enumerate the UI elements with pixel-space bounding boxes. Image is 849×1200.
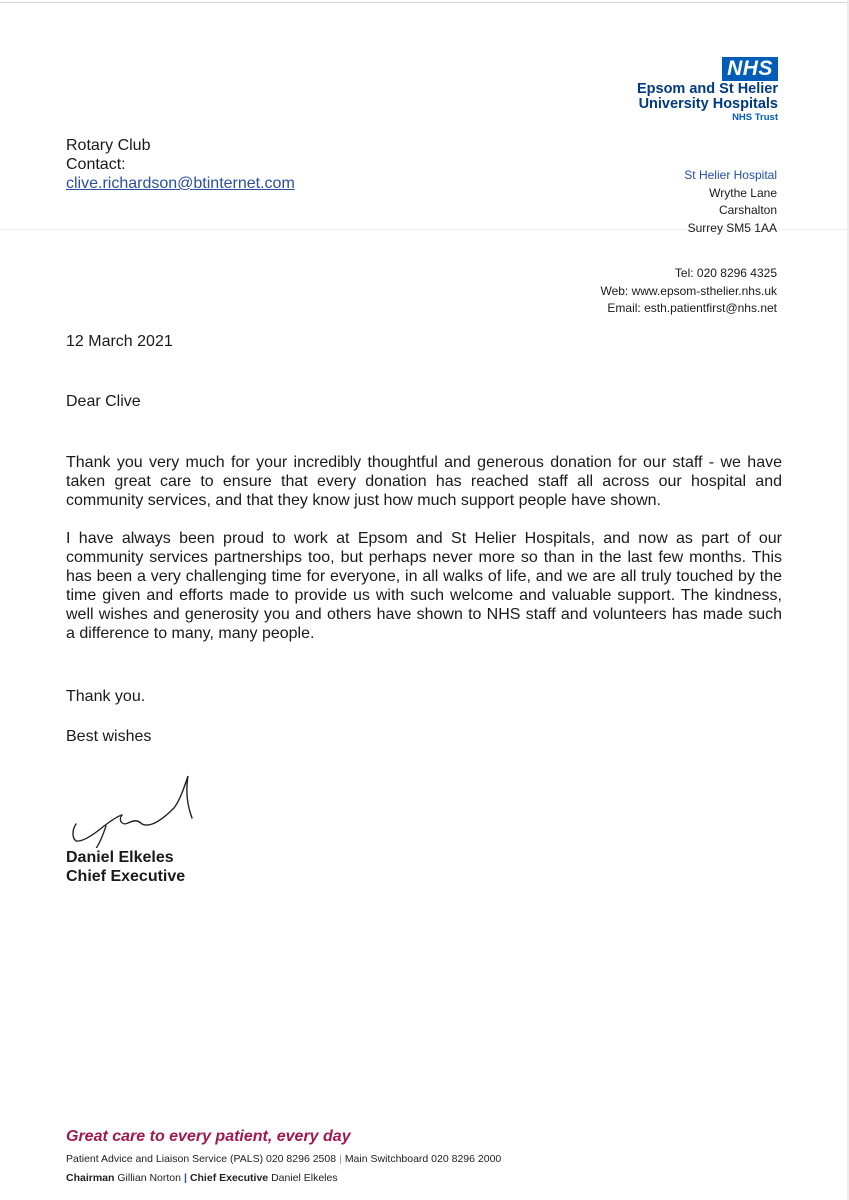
scan-edge-top — [0, 2, 849, 3]
address-street: Wrythe Lane — [709, 185, 777, 200]
footer-officers-line — [66, 1172, 338, 1184]
trust-name-line3: NHS Trust — [732, 112, 778, 123]
address-town: Carshalton — [718, 203, 777, 217]
footer-phone-line — [66, 1153, 501, 1165]
signer-title: Chief Executive — [66, 868, 186, 885]
contact-web: Web: www.epsom-sthelier.nhs.uk — [600, 283, 777, 298]
hospital-name: St Helier Hospital — [684, 168, 777, 182]
body-paragraph-1: Thank you very much for your incredibly thoughtful and generous donation for our staff - we have taken great care to ensure that every donation has reached staff all across our hospital and community services, and that they know just how much support people have shown. — [66, 454, 782, 509]
footer-tagline: Great care to every patient, every day — [66, 1128, 351, 1145]
sender-address — [684, 167, 777, 237]
recipient-block — [66, 136, 295, 193]
recipient-organisation: Rotary Club — [66, 137, 151, 154]
address-postcode: Surrey SM5 1AA — [687, 220, 777, 235]
contact-email: Email: esth.patientfirst@nhs.net — [607, 301, 777, 315]
recipient-email-link[interactable]: clive.richardson@btinternet.com — [66, 175, 295, 192]
signer-name: Daniel Elkeles — [66, 849, 174, 866]
contact-details — [600, 265, 777, 318]
footer-switchboard: Main Switchboard 020 8296 2000 — [344, 1153, 502, 1165]
signer-block — [66, 848, 185, 886]
footer-ceo-name: Daniel Elkeles — [271, 1172, 338, 1184]
trust-name-line1: Epsom and St Helier — [636, 81, 778, 97]
nhs-logo: NHS — [722, 57, 778, 81]
salutation: Dear Clive — [66, 393, 141, 410]
footer-chairman-name: Gillian Norton — [117, 1172, 181, 1184]
footer-pals: Patient Advice and Liaison Service (PALS) 020 8296 2508 — [66, 1153, 337, 1165]
contact-tel: Tel: 020 8296 4325 — [674, 266, 777, 280]
letter-date: 12 March 2021 — [66, 333, 173, 350]
footer-ceo-label: Chief Executive — [189, 1172, 269, 1184]
closing-sign-off: Best wishes — [66, 728, 152, 745]
closing-thanks: Thank you. — [66, 688, 146, 705]
body-paragraph-2: I have always been proud to work at Epsom and St Helier Hospitals, and now as part of our community services partnerships too, but perhaps never more so than in the last few months. This has been a very challenging time for everyone, in all walks of life, and we are all truly touched by the time given and efforts made to provide us with such welcome and valuable support. The kindness, well wishes and generosity you and others have shown to NHS staff and volunteers has made such a difference to many, many people. — [66, 530, 782, 642]
handwritten-signature — [62, 768, 202, 848]
trust-name-line2: University Hospitals — [638, 96, 778, 112]
recipient-contact-label: Contact: — [66, 156, 126, 173]
footer-chairman-label: Chairman — [66, 1172, 115, 1184]
footer-separator: | — [183, 1172, 187, 1184]
trust-name-block — [637, 82, 778, 124]
footer-separator: | — [339, 1153, 342, 1165]
